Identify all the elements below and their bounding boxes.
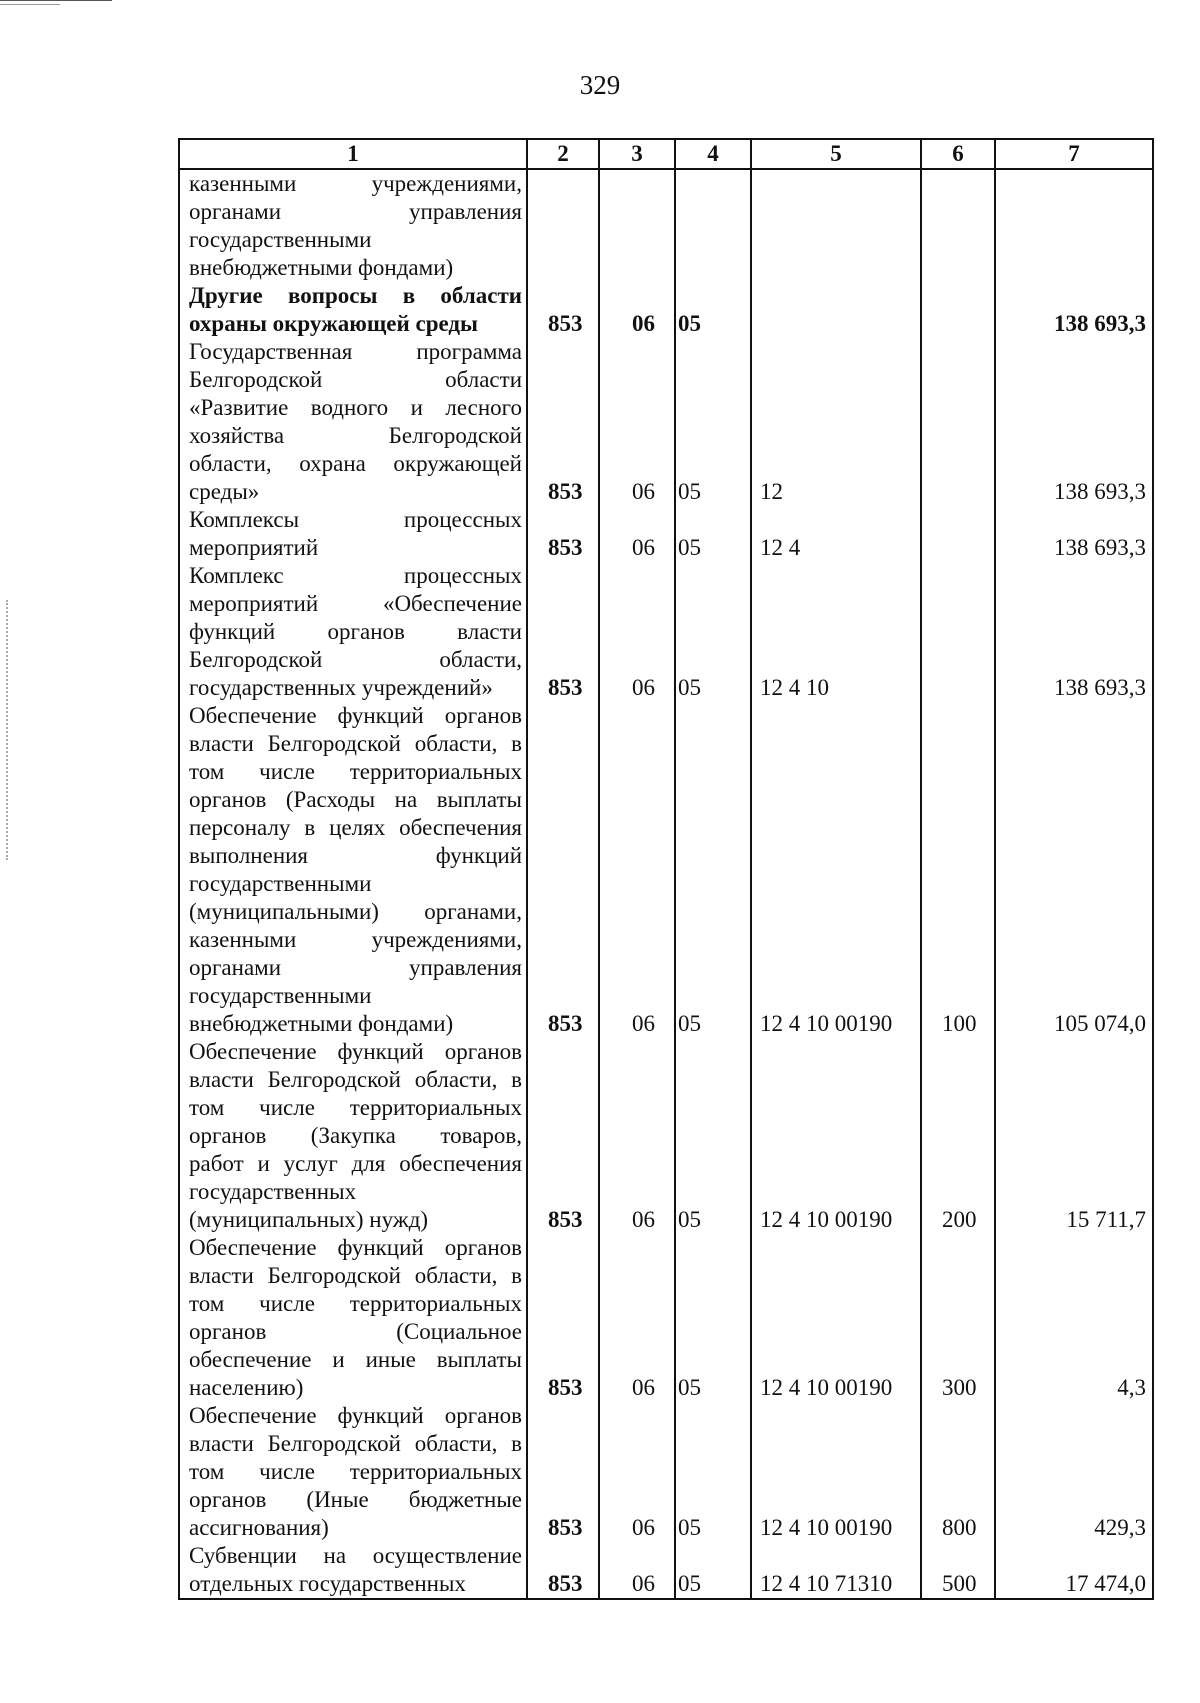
cell-c7: 105 074,0 bbox=[995, 702, 1153, 1038]
cell-c7: 138 693,3 bbox=[995, 282, 1153, 338]
cell-c3: 06 bbox=[599, 702, 675, 1038]
cell-c5: 12 4 10 71310 bbox=[751, 1542, 921, 1599]
table-row bbox=[179, 1038, 1153, 1234]
column-header-5: 5 bbox=[751, 139, 921, 169]
cell-c2 bbox=[527, 169, 599, 282]
table-row bbox=[179, 506, 1153, 562]
column-header-4: 4 bbox=[675, 139, 751, 169]
cell-c5: 12 bbox=[751, 338, 921, 506]
cell-c3: 06 bbox=[599, 1402, 675, 1542]
cell-c3: 06 bbox=[599, 562, 675, 702]
cell-c6 bbox=[921, 562, 995, 702]
cell-c2: 853 bbox=[527, 702, 599, 1038]
cell-c6 bbox=[921, 506, 995, 562]
cell-c3: 06 bbox=[599, 1038, 675, 1234]
cell-c7 bbox=[995, 169, 1153, 282]
cell-c7: 429,3 bbox=[995, 1402, 1153, 1542]
cell-c7: 15 711,7 bbox=[995, 1038, 1153, 1234]
row-name: Обеспечение функций органов власти Белгородской области, в том числе территориальных органов (Закупка товаров, работ и услуг для обеспечения государственных (муниципальных) нужд) bbox=[179, 1038, 527, 1234]
cell-c4 bbox=[675, 169, 751, 282]
cell-c7: 138 693,3 bbox=[995, 338, 1153, 506]
cell-c2: 853 bbox=[527, 1402, 599, 1542]
cell-c3: 06 bbox=[599, 338, 675, 506]
cell-c2: 853 bbox=[527, 1234, 599, 1402]
cell-c5: 12 4 10 bbox=[751, 562, 921, 702]
cell-c2: 853 bbox=[527, 338, 599, 506]
cell-c4: 05 bbox=[675, 1234, 751, 1402]
row-name: Комплексы процессных мероприятий bbox=[179, 506, 527, 562]
row-name: Обеспечение функций органов власти Белгородской области, в том числе территориальных органов (Иные бюджетные ассигнования) bbox=[179, 1402, 527, 1542]
cell-c6: 100 bbox=[921, 702, 995, 1038]
table-header-row bbox=[179, 139, 1153, 169]
row-name: Государственная программа Белгородской области «Развитие водного и лесного хозяйства Белгородской области, охрана окружающей среды» bbox=[179, 338, 527, 506]
row-name: казенными учреждениями, органами управления государственными внебюджетными фондами) bbox=[179, 169, 527, 282]
table-row bbox=[179, 562, 1153, 702]
cell-c7: 138 693,3 bbox=[995, 506, 1153, 562]
cell-c4: 05 bbox=[675, 338, 751, 506]
row-name: Обеспечение функций органов власти Белгородской области, в том числе территориальных органов (Расходы на выплаты персоналу в целях обеспечения выполнения функций государственными (муниципальными) органами, казенными учреждениями, органами управления государственными внебюджетными фондами) bbox=[179, 702, 527, 1038]
cell-c5 bbox=[751, 169, 921, 282]
cell-c4: 05 bbox=[675, 506, 751, 562]
scan-left-dots bbox=[6, 600, 8, 860]
column-header-1: 1 bbox=[179, 139, 527, 169]
cell-c5: 12 4 10 00190 bbox=[751, 702, 921, 1038]
cell-c4: 05 bbox=[675, 1038, 751, 1234]
cell-c5 bbox=[751, 282, 921, 338]
cell-c7: 4,3 bbox=[995, 1234, 1153, 1402]
cell-c4: 05 bbox=[675, 1542, 751, 1599]
table-row bbox=[179, 1542, 1153, 1599]
cell-c6: 300 bbox=[921, 1234, 995, 1402]
cell-c6: 800 bbox=[921, 1402, 995, 1542]
table-row bbox=[179, 702, 1153, 1038]
column-header-7: 7 bbox=[995, 139, 1153, 169]
cell-c2: 853 bbox=[527, 282, 599, 338]
row-name: Комплекс процессных мероприятий «Обеспечение функций органов власти Белгородской области, государственных учреждений» bbox=[179, 562, 527, 702]
cell-c5: 12 4 10 00190 bbox=[751, 1234, 921, 1402]
column-header-3: 3 bbox=[599, 139, 675, 169]
cell-c3 bbox=[599, 169, 675, 282]
cell-c6 bbox=[921, 169, 995, 282]
cell-c6 bbox=[921, 338, 995, 506]
cell-c6 bbox=[921, 282, 995, 338]
table-body bbox=[179, 169, 1153, 1599]
row-name: Обеспечение функций органов власти Белгородской области, в том числе территориальных органов (Социальное обеспечение и иные выплаты населению) bbox=[179, 1234, 527, 1402]
cell-c4: 05 bbox=[675, 562, 751, 702]
page-number: 329 bbox=[579, 70, 621, 100]
scan-edge-mark bbox=[0, 0, 112, 1]
cell-c7: 138 693,3 bbox=[995, 562, 1153, 702]
cell-c2: 853 bbox=[527, 506, 599, 562]
row-name: Субвенции на осуществление отдельных государственных bbox=[179, 1542, 527, 1599]
cell-c4: 05 bbox=[675, 702, 751, 1038]
column-header-6: 6 bbox=[921, 139, 995, 169]
cell-c6: 200 bbox=[921, 1038, 995, 1234]
cell-c5: 12 4 10 00190 bbox=[751, 1038, 921, 1234]
row-name: Другие вопросы в области охраны окружающей среды bbox=[179, 282, 527, 338]
cell-c3: 06 bbox=[599, 1542, 675, 1599]
table-row bbox=[179, 1402, 1153, 1542]
table-row bbox=[179, 1234, 1153, 1402]
cell-c6: 500 bbox=[921, 1542, 995, 1599]
cell-c4: 05 bbox=[675, 282, 751, 338]
cell-c7: 17 474,0 bbox=[995, 1542, 1153, 1599]
cell-c3: 06 bbox=[599, 506, 675, 562]
cell-c3: 06 bbox=[599, 1234, 675, 1402]
table-row bbox=[179, 338, 1153, 506]
table-row bbox=[179, 169, 1153, 282]
cell-c5: 12 4 10 00190 bbox=[751, 1402, 921, 1542]
column-header-2: 2 bbox=[527, 139, 599, 169]
cell-c2: 853 bbox=[527, 562, 599, 702]
scan-edge-mark-2 bbox=[0, 4, 60, 5]
cell-c2: 853 bbox=[527, 1038, 599, 1234]
cell-c3: 06 bbox=[599, 282, 675, 338]
cell-c4: 05 bbox=[675, 1402, 751, 1542]
cell-c2: 853 bbox=[527, 1542, 599, 1599]
budget-table bbox=[178, 138, 1154, 1600]
table-row bbox=[179, 282, 1153, 338]
cell-c5: 12 4 bbox=[751, 506, 921, 562]
